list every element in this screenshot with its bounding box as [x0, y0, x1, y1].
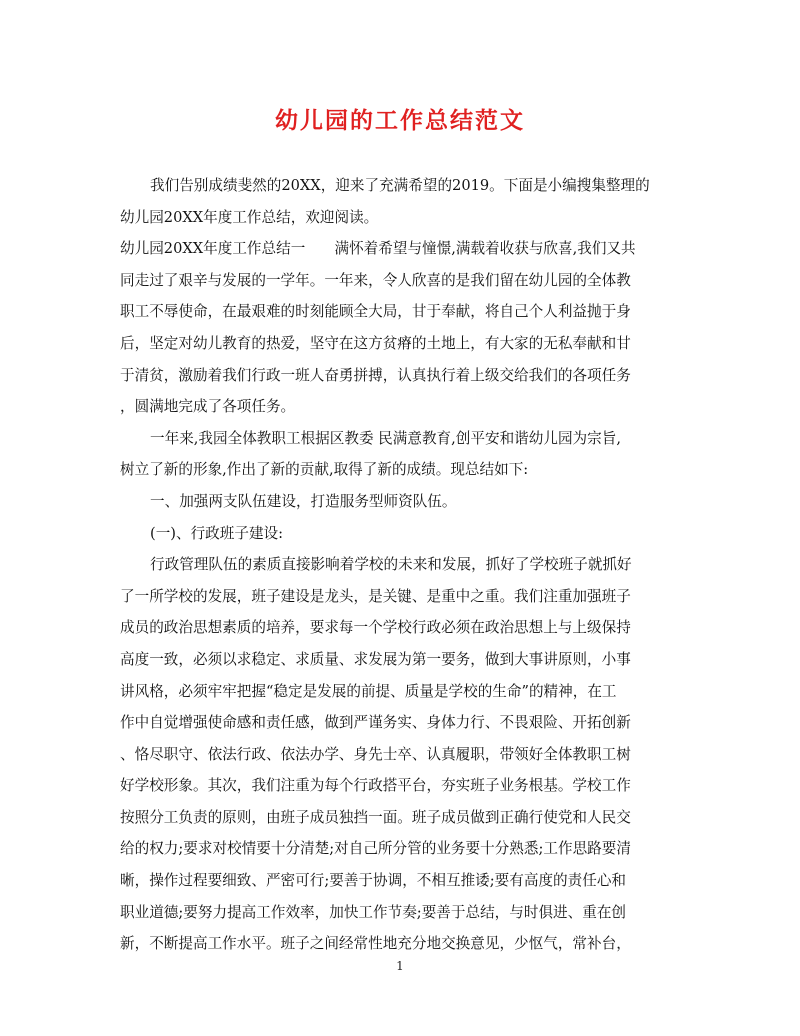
- paragraph-line: 于清贫，激励着我们行政一班人奋勇拼搏，认真执行着上级交给我们的各项任务: [120, 366, 631, 384]
- paragraph-line: 高度一致，必须以求稳定、求质量、求发展为第一要务，做到大事讲原则，小事: [120, 650, 631, 668]
- paragraph-line: 新，不断提高工作水平。班子之间经常性地充分地交换意见，少怄气，常补台，: [120, 935, 631, 953]
- paragraph-line: ，圆满地完成了各项任务。: [120, 398, 296, 416]
- paragraph-line: 后，坚定对幼儿教育的热爱，坚守在这方贫瘠的土地上，有大家的无私奉献和甘: [120, 334, 631, 352]
- document-body: [120, 170, 680, 960]
- paragraph-line: 幼儿园20XX年度工作总结，欢迎阅读。: [120, 208, 379, 226]
- document-title: 幼儿园的工作总结范文: [275, 107, 525, 134]
- paragraph-line: 好学校形象。其次，我们注重为每个行政搭平台，夯实班子业务根基。学校工作: [120, 777, 631, 795]
- paragraph-line: 讲风格，必须牢牢把握“稳定是发展的前提、质量是学校的生命”的精神，在工: [120, 682, 617, 700]
- paragraph-line: 、恪尽职守、依法行政、依法办学、身先士卒、认真履职，带领好全体教职工树: [120, 745, 631, 763]
- subsection-heading: (一)、行政班子建设:: [150, 524, 284, 542]
- section-heading: 一、加强两支队伍建设，打造服务型师资队伍。: [150, 492, 457, 510]
- paragraph-line: 给的权力;要求对校情要十分清楚;对自己所分管的业务要十分熟悉;工作思路要清: [120, 840, 631, 858]
- paragraph-line: 树立了新的形象,作出了新的贡献,取得了新的成绩。现总结如下:: [120, 461, 529, 479]
- paragraph-line: 同走过了艰辛与发展的一学年。一年来，令人欣喜的是我们留在幼儿园的全体教: [120, 271, 631, 289]
- paragraph-line: 职业道德;要努力提高工作效率，加快工作节奏;要善于总结，与时俱进、重在创: [120, 903, 627, 921]
- paragraph-line: 了一所学校的发展，班子建设是龙头，是关键、是重中之重。我们注重加强班子: [120, 587, 631, 605]
- paragraph-line: 按照分工负责的原则，由班子成员独挡一面。班子成员做到正确行使党和人民交: [120, 808, 631, 826]
- paragraph-line: 成员的政治思想素质的培养，要求每一个学校行政必须在政治思想上与上级保持: [120, 619, 631, 637]
- page-number: 1: [396, 959, 404, 973]
- paragraph-line: 一年来,我园全体教职工根据区教委 民满意教育,创平安和谐幼儿园为宗旨,: [150, 429, 621, 447]
- paragraph-line: 作中自觉增强使命感和责任感，做到严谨务实、身体力行、不畏艰险、开拓创新: [120, 714, 631, 732]
- paragraph-line: 行政管理队伍的素质直接影响着学校的未来和发展，抓好了学校班子就抓好: [150, 556, 632, 574]
- paragraph-line: 职工不辱使命，在最艰难的时刻能顾全大局，甘于奉献，将自己个人利益抛于身: [120, 303, 631, 321]
- paragraph-line: 幼儿园20XX年度工作总结一 满怀着希望与憧憬,满载着收获与欣喜,我们又共: [120, 240, 636, 258]
- paragraph-line: 我们告别成绩斐然的20XX，迎来了充满希望的2019。下面是小编搜集整理的: [150, 177, 650, 194]
- paragraph-line: 晰，操作过程要细致、严密可行;要善于协调，不相互推诿;要有高度的责任心和: [120, 872, 627, 890]
